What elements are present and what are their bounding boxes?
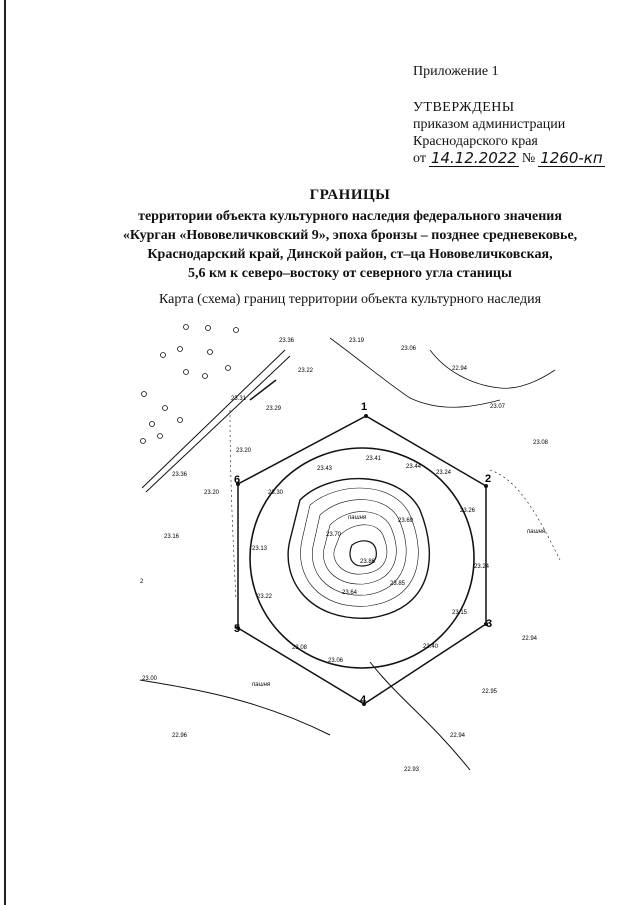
elevation-label: 23.07 (490, 404, 506, 410)
vertex-label-6: 6 (234, 474, 241, 486)
elevation-label: 22.93 (404, 767, 420, 773)
vertex-label-3: 3 (486, 618, 493, 630)
elevation-label: 23.24 (436, 470, 452, 476)
elevation-label: 22.95 (482, 689, 498, 695)
elevation-label: 23.86 (360, 559, 376, 565)
title-line-2: «Курган «Нововеличковский 9», эпоха бронзы – позднее средневековье, (122, 228, 578, 243)
elevation-label: 23.20 (236, 448, 252, 454)
tree-icon (184, 370, 189, 375)
elevation-label: 23.44 (406, 464, 422, 470)
contour-2 (300, 488, 418, 606)
elevation-label: 23.20 (204, 490, 220, 496)
vertex-label-4: 4 (360, 694, 367, 706)
lower-line (140, 680, 330, 735)
elevation-label: 23.00 (142, 676, 158, 682)
title-line-1: территории объекта культурного наследия федерального значения (138, 209, 562, 224)
tree-icon (163, 406, 168, 411)
field-edge (230, 410, 236, 600)
elevation-label: 23.06 (328, 658, 344, 664)
elevation-label: 23.08 (292, 645, 308, 651)
map-linework (140, 338, 560, 770)
side-mark: 2 (140, 579, 144, 585)
tree-icon (178, 418, 183, 423)
field-label: пашня (348, 515, 367, 521)
vertex-labels (234, 401, 492, 706)
elevation-label: 23.43 (317, 466, 333, 472)
elevation-label: 23.06 (401, 346, 417, 352)
elevation-label: 22.96 (172, 733, 188, 739)
title-line-3: Краснодарский край, Динской район, ст–ца Нововеличковская, (147, 247, 553, 262)
from-prefix: от (413, 151, 426, 166)
mound-outline (250, 448, 474, 668)
elevation-label: 23.22 (257, 594, 273, 600)
tree-icon (206, 326, 211, 331)
tree-icon (226, 366, 231, 371)
elevation-label: 23.29 (266, 406, 282, 412)
tree-icon (161, 353, 166, 358)
number-prefix: № (521, 151, 536, 166)
lower-line-2 (370, 662, 470, 770)
order-date: 14.12.2022 (430, 149, 517, 167)
field-label: пашня (527, 529, 546, 535)
tree-icon (158, 434, 163, 439)
elevation-label: 23.26 (460, 508, 476, 514)
field-label: пашня (252, 682, 271, 688)
vertex-label-5: 5 (234, 623, 241, 635)
elevation-label: 23.36 (279, 338, 295, 344)
title-heading: ГРАНИЦЫ (309, 187, 391, 203)
map-caption: Карта (схема) границ территории объекта культурного наследия (158, 292, 542, 307)
approved-title: УТВЕРЖДЕНЫ (413, 100, 515, 115)
elevation-label: 22.94 (450, 733, 466, 739)
vertex-dot-1 (364, 414, 368, 418)
road-line (142, 350, 285, 488)
elevation-label: 23.70 (326, 532, 342, 538)
tree-icon (208, 350, 213, 355)
contour-4 (323, 512, 396, 585)
elevation-label: 23.85 (390, 581, 406, 587)
elevation-label: 23.40 (423, 644, 439, 650)
road-line-2 (146, 356, 290, 492)
tree-icon (150, 422, 155, 427)
tree-icon (234, 328, 239, 333)
vertex-label-1: 1 (361, 401, 368, 413)
contour-5 (334, 525, 387, 574)
vertex-label-2: 2 (485, 473, 492, 485)
elevation-label: 23.69 (398, 518, 414, 524)
field-edge-2 (490, 470, 560, 560)
elevation-label: 23.36 (172, 472, 188, 478)
elevation-label: 23.15 (452, 610, 468, 616)
elevation-label: 23.19 (349, 338, 365, 344)
elevation-label: 22.94 (452, 366, 468, 372)
elevation-label: 23.41 (366, 456, 382, 462)
tree-icon (203, 374, 208, 379)
elevation-label: 23.31 (231, 396, 247, 402)
tree-symbols (141, 325, 239, 444)
tree-icon (184, 325, 189, 330)
elevation-label: 23.13 (252, 546, 268, 552)
order-number: 1260-кп (540, 149, 603, 167)
elevation-label: 23.24 (474, 564, 490, 570)
tree-icon (178, 347, 183, 352)
tree-icon (142, 392, 147, 397)
elevation-label: 23.08 (533, 440, 549, 446)
appendix-label: Приложение 1 (413, 64, 499, 79)
terrain-line-2 (430, 350, 555, 388)
tree-icon (141, 439, 146, 444)
elevation-label: 23.30 (268, 490, 284, 496)
elevation-label: 23.16 (164, 534, 180, 540)
elevation-label: 23.64 (342, 590, 358, 596)
elevation-label: 22.94 (522, 636, 538, 642)
elevation-label: 23.22 (298, 368, 314, 374)
title-line-4: 5,6 км к северо–востоку от северного угла станицы (188, 266, 512, 281)
approved-line-1: приказом администрации (413, 117, 566, 132)
approved-line-2: Краснодарского края (413, 134, 538, 149)
